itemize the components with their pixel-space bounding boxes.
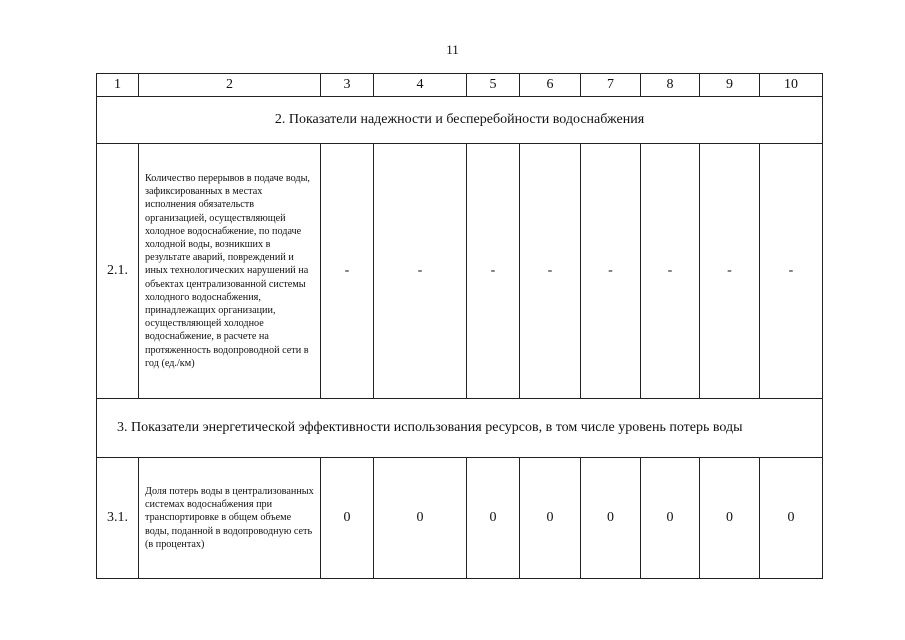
row-number: 3.1.: [97, 458, 139, 579]
column-header: 4: [374, 74, 467, 97]
value-cell: 0: [760, 458, 823, 579]
value-cell: 0: [321, 458, 374, 579]
indicator-description: Количество перерывов в подаче воды, зафиксированных в местах исполнения обязательств организацией, осуществляющей холодное водоснабжение, по подаче холодной воды, возникших в результате аварий, повреждений и иных технологических нарушений на объектах централизованной системы холодного водоснабжения, принадлежащих организации, осуществляющей холодное водоснабжение, в расчете на протяженность водопроводной сети в год (ед./км): [139, 144, 321, 399]
value-cell: -: [520, 144, 581, 399]
value-cell: 0: [641, 458, 700, 579]
value-cell: -: [641, 144, 700, 399]
section-row-2: [97, 97, 823, 144]
column-header: 2: [139, 74, 321, 97]
value-cell: 0: [520, 458, 581, 579]
section-title: 3. Показатели энергетической эффективности использования ресурсов, в том числе уровень потерь воды: [97, 399, 823, 458]
value-cell: -: [700, 144, 760, 399]
column-header: 6: [520, 74, 581, 97]
column-header: 8: [641, 74, 700, 97]
section-row-3: [97, 399, 823, 458]
table-header-row: [97, 74, 823, 97]
column-header: 5: [467, 74, 520, 97]
column-header: 9: [700, 74, 760, 97]
value-cell: -: [760, 144, 823, 399]
column-header: 10: [760, 74, 823, 97]
column-header: 7: [581, 74, 641, 97]
indicators-table: [96, 73, 823, 579]
value-cell: -: [321, 144, 374, 399]
column-header: 1: [97, 74, 139, 97]
value-cell: 0: [581, 458, 641, 579]
section-title: 2. Показатели надежности и бесперебойности водоснабжения: [97, 97, 823, 144]
table-row: [97, 144, 823, 399]
value-cell: -: [581, 144, 641, 399]
value-cell: 0: [467, 458, 520, 579]
column-header: 3: [321, 74, 374, 97]
page-number: 11: [446, 42, 459, 57]
value-cell: -: [467, 144, 520, 399]
row-number: 2.1.: [97, 144, 139, 399]
value-cell: 0: [700, 458, 760, 579]
value-cell: 0: [374, 458, 467, 579]
table-row: [97, 458, 823, 579]
indicator-description: Доля потерь воды в централизованных системах водоснабжения при транспортировке в общем объеме воды, поданной в водопроводную сеть (в процентах): [139, 458, 321, 579]
value-cell: -: [374, 144, 467, 399]
